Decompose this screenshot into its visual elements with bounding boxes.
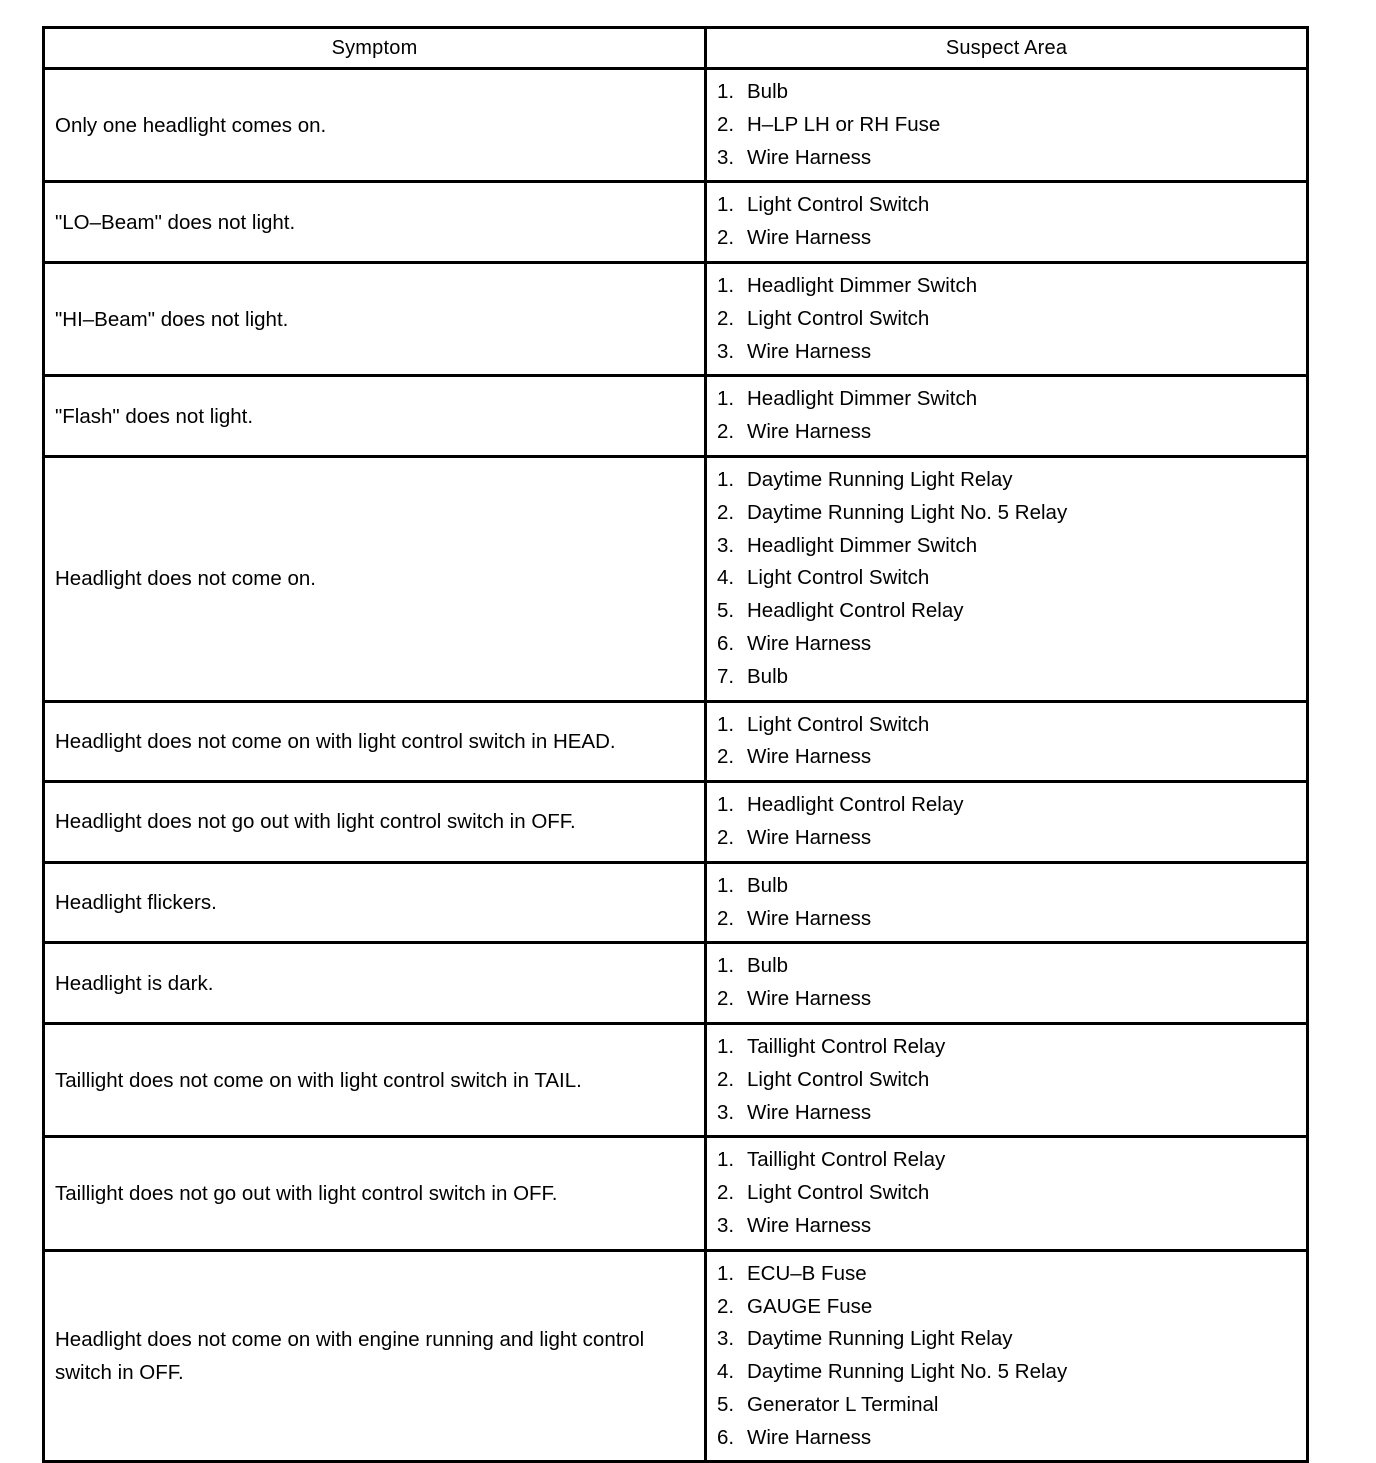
suspect-label: Headlight Dimmer Switch [747, 387, 978, 411]
list-item-number: 3. [717, 1327, 735, 1351]
list-item-number: 6. [717, 1425, 735, 1449]
suspect-list-item [717, 741, 1296, 774]
symptom-cell: Headlight does not come on. [44, 456, 706, 701]
table-row [44, 182, 1308, 263]
suspect-list [717, 383, 1296, 449]
suspect-list-item [717, 950, 1296, 983]
list-item-number: 2. [717, 745, 735, 769]
suspect-label: Wire Harness [747, 906, 872, 930]
suspect-list-item [717, 562, 1296, 595]
suspect-label: Wire Harness [747, 987, 872, 1011]
suspect-list [717, 76, 1296, 174]
suspect-area-cell [706, 456, 1308, 701]
suspect-list [717, 870, 1296, 936]
suspect-list-item [717, 822, 1296, 855]
suspect-label: Daytime Running Light Relay [747, 467, 1013, 491]
suspect-list-item [717, 270, 1296, 303]
list-item-number: 1. [717, 712, 735, 736]
suspect-label: Bulb [747, 80, 789, 103]
table-row [44, 376, 1308, 457]
list-item-number: 3. [717, 1213, 735, 1237]
suspect-list-item [717, 1291, 1296, 1324]
list-item-number: 1. [717, 387, 735, 411]
symptom-cell: Taillight does not come on with light control switch in TAIL. [44, 1023, 706, 1136]
suspect-list [717, 1031, 1296, 1129]
suspect-list [717, 789, 1296, 855]
suspect-label: Wire Harness [747, 420, 872, 444]
table-row [44, 456, 1308, 701]
suspect-label: Daytime Running Light No. 5 Relay [747, 1360, 1068, 1384]
suspect-label: Headlight Dimmer Switch [747, 533, 978, 557]
suspect-list-item [717, 1323, 1296, 1356]
suspect-label: Headlight Control Relay [747, 793, 964, 817]
suspect-list-item [717, 1177, 1296, 1210]
suspect-list-item [717, 1389, 1296, 1422]
suspect-label: Wire Harness [747, 226, 872, 250]
suspect-label: Light Control Switch [747, 1067, 930, 1091]
suspect-list [717, 189, 1296, 255]
suspect-area-cell [706, 943, 1308, 1024]
suspect-label: Taillight Control Relay [747, 1034, 946, 1058]
symptom-cell: Headlight flickers. [44, 862, 706, 943]
suspect-label: Generator L Terminal [747, 1392, 939, 1416]
suspect-area-cell [706, 1137, 1308, 1250]
suspect-label: Light Control Switch [747, 566, 930, 590]
symptom-cell: "Flash" does not light. [44, 376, 706, 457]
suspect-list-item [717, 709, 1296, 742]
suspect-label: Daytime Running Light Relay [747, 1327, 1013, 1351]
suspect-list-item [717, 1258, 1296, 1291]
suspect-list-item [717, 983, 1296, 1016]
suspect-list-item [717, 1064, 1296, 1097]
suspect-list-item [717, 383, 1296, 416]
suspect-area-column-header: Suspect Area [706, 28, 1308, 69]
list-item-number: 3. [717, 1100, 735, 1124]
suspect-area-cell [706, 1250, 1308, 1462]
suspect-list-item [717, 1210, 1296, 1243]
table-row [44, 701, 1308, 782]
list-item-number: 2. [717, 112, 735, 136]
table-row [44, 862, 1308, 943]
suspect-label: Wire Harness [747, 745, 872, 769]
suspect-label: Wire Harness [747, 631, 872, 655]
suspect-area-cell [706, 69, 1308, 182]
suspect-list-item [717, 222, 1296, 255]
list-item-number: 2. [717, 825, 735, 849]
table-header-row [44, 28, 1308, 69]
table-row [44, 782, 1308, 863]
suspect-list-item [717, 1422, 1296, 1455]
list-item-number: 2. [717, 420, 735, 444]
suspect-list [717, 1258, 1296, 1455]
suspect-list-item [717, 870, 1296, 903]
suspect-area-cell [706, 701, 1308, 782]
table-row [44, 1250, 1308, 1462]
table-row [44, 262, 1308, 375]
table-row [44, 1137, 1308, 1250]
suspect-label: Headlight Control Relay [747, 599, 964, 623]
list-item-number: 3. [717, 339, 735, 363]
suspect-label: Bulb [747, 954, 789, 978]
list-item-number: 7. [717, 664, 735, 688]
suspect-label: Wire Harness [747, 1100, 872, 1124]
suspect-label: Light Control Switch [747, 306, 930, 330]
suspect-list-item [717, 464, 1296, 497]
suspect-list-item [717, 497, 1296, 530]
suspect-label: Bulb [747, 873, 789, 897]
suspect-label: Wire Harness [747, 339, 872, 363]
suspect-area-cell [706, 262, 1308, 375]
list-item-number: 2. [717, 500, 735, 524]
suspect-label: Light Control Switch [747, 1181, 930, 1205]
list-item-number: 1. [717, 793, 735, 817]
suspect-label: Wire Harness [747, 1213, 872, 1237]
list-item-number: 1. [717, 1261, 735, 1285]
suspect-label: Headlight Dimmer Switch [747, 273, 978, 297]
list-item-number: 1. [717, 467, 735, 491]
suspect-list-item [717, 189, 1296, 222]
suspect-list-item [717, 903, 1296, 936]
symptom-cell: "HI–Beam" does not light. [44, 262, 706, 375]
suspect-list-item [717, 530, 1296, 563]
symptom-cell: Headlight does not come on with engine running and light control switch in OFF. [44, 1250, 706, 1462]
suspect-area-cell [706, 862, 1308, 943]
list-item-number: 2. [717, 1181, 735, 1205]
list-item-number: 2. [717, 306, 735, 330]
suspect-label: ECU–B Fuse [747, 1261, 867, 1285]
list-item-number: 3. [717, 145, 735, 169]
suspect-area-cell [706, 1023, 1308, 1136]
suspect-list-item [717, 661, 1296, 694]
suspect-list-item [717, 595, 1296, 628]
suspect-label: Taillight Control Relay [747, 1148, 946, 1172]
suspect-label: Bulb [747, 664, 789, 688]
list-item-number: 4. [717, 566, 735, 590]
symptom-cell: Headlight does not go out with light control switch in OFF. [44, 782, 706, 863]
list-item-number: 1. [717, 1148, 735, 1172]
suspect-list-item [717, 416, 1296, 449]
suspect-list-item [717, 1031, 1296, 1064]
list-item-number: 5. [717, 1392, 735, 1416]
list-item-number: 1. [717, 954, 735, 978]
symptom-cell: Only one headlight comes on. [44, 69, 706, 182]
suspect-list [717, 1144, 1296, 1242]
suspect-list-item [717, 76, 1296, 109]
list-item-number: 1. [717, 80, 735, 103]
suspect-label: H–LP LH or RH Fuse [747, 112, 941, 136]
list-item-number: 4. [717, 1360, 735, 1384]
suspect-area-cell [706, 376, 1308, 457]
symptom-cell: Taillight does not go out with light control switch in OFF. [44, 1137, 706, 1250]
list-item-number: 1. [717, 273, 735, 297]
suspect-area-cell [706, 782, 1308, 863]
suspect-list-item [717, 336, 1296, 369]
suspect-area-cell [706, 182, 1308, 263]
list-item-number: 2. [717, 1294, 735, 1318]
suspect-list-item [717, 789, 1296, 822]
suspect-list-item [717, 109, 1296, 142]
suspect-list [717, 464, 1296, 694]
suspect-list-item [717, 1356, 1296, 1389]
suspect-label: Light Control Switch [747, 712, 930, 736]
list-item-number: 5. [717, 599, 735, 623]
suspect-list [717, 950, 1296, 1016]
suspect-list [717, 270, 1296, 368]
suspect-label: Daytime Running Light No. 5 Relay [747, 500, 1068, 524]
symptom-cell: "LO–Beam" does not light. [44, 182, 706, 263]
suspect-label: Light Control Switch [747, 193, 930, 217]
suspect-list-item [717, 303, 1296, 336]
list-item-number: 6. [717, 631, 735, 655]
symptom-column-header: Symptom [44, 28, 706, 69]
suspect-list-item [717, 1097, 1296, 1130]
table-row [44, 69, 1308, 182]
suspect-label: Wire Harness [747, 825, 872, 849]
suspect-list-item [717, 628, 1296, 661]
suspect-list-item [717, 142, 1296, 175]
symptom-cell: Headlight is dark. [44, 943, 706, 1024]
suspect-list [717, 709, 1296, 775]
suspect-label: Wire Harness [747, 1425, 872, 1449]
suspect-list-item [717, 1144, 1296, 1177]
table-row [44, 1023, 1308, 1136]
list-item-number: 1. [717, 193, 735, 217]
symptom-cell: Headlight does not come on with light control switch in HEAD. [44, 701, 706, 782]
list-item-number: 2. [717, 1067, 735, 1091]
troubleshooting-table [42, 26, 1309, 1463]
list-item-number: 1. [717, 873, 735, 897]
list-item-number: 2. [717, 906, 735, 930]
list-item-number: 3. [717, 533, 735, 557]
suspect-label: GAUGE Fuse [747, 1294, 873, 1318]
list-item-number: 2. [717, 226, 735, 250]
list-item-number: 2. [717, 987, 735, 1011]
suspect-label: Wire Harness [747, 145, 872, 169]
list-item-number: 1. [717, 1034, 735, 1058]
table-row [44, 943, 1308, 1024]
table-body [44, 69, 1308, 1462]
